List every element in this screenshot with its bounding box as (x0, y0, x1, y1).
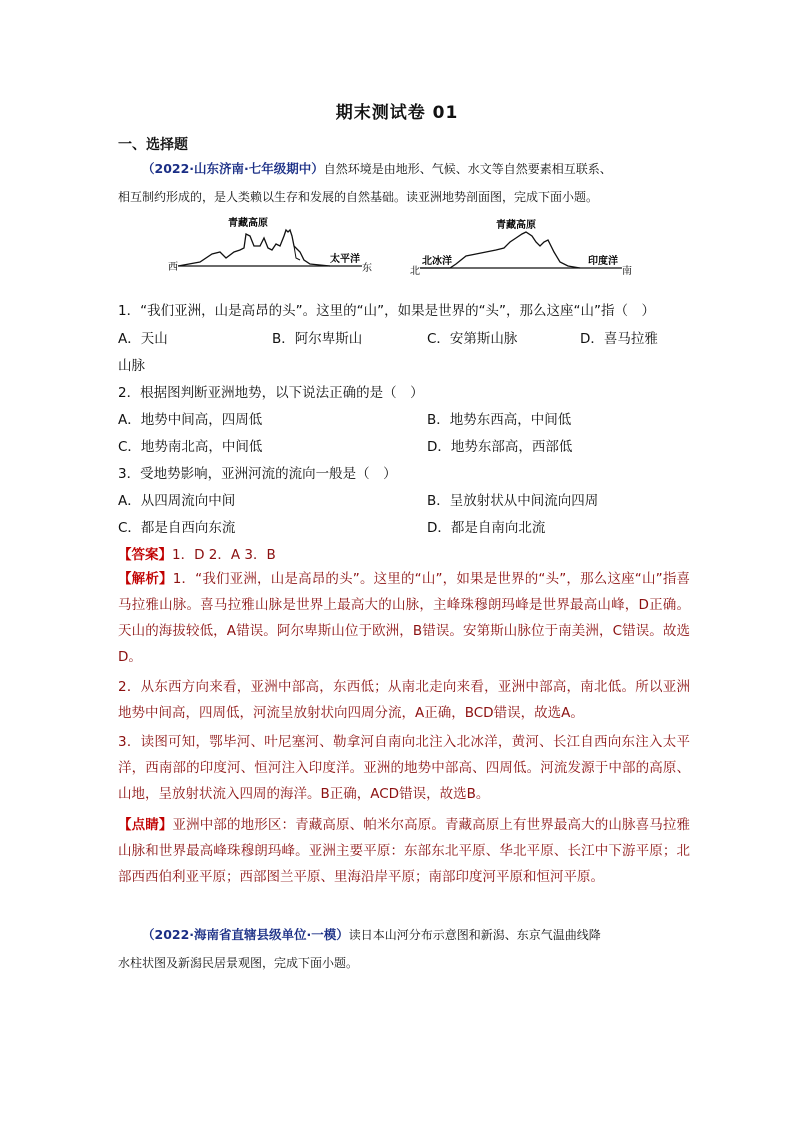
q3-option-d: D．都是自南向北流 (427, 520, 546, 536)
asia-terrain-profile-figure (160, 212, 640, 282)
answer-line (118, 543, 690, 563)
q2-stem: 2．根据图判断亚洲地势，以下说法正确的是（ ） (118, 385, 424, 401)
group1-intro-line1: 自然环境是由地形、气候、水文等自然要素相互联系、 (323, 162, 612, 176)
q2-option-c: C．地势南北高，中间低 (118, 439, 263, 455)
label-arctic: 北冰洋 (422, 256, 452, 267)
q3-option-a: A．从四周流向中间 (118, 493, 236, 509)
page-title: 期末测试卷 01 (335, 103, 459, 123)
north-south-profile (410, 218, 632, 277)
answer-text: 1．D 2．A 3．B (172, 547, 276, 563)
label-pacific: 太平洋 (330, 254, 360, 265)
group1-intro (118, 155, 690, 211)
point-paragraph: 【点睛】亚洲中部的地形区：青藏高原、帕米尔高原。青藏高原上有世界最高大的山脉喜马拉雅山脉和世界最高峰珠穆朗玛峰。亚洲主要平原：东部东北平原、华北平原、长江中下游平原；北部西西伯利亚平原；西部图兰平原、里海沿岸平原；南部印度河平原和恒河平原。 (118, 817, 691, 885)
point-tag: 【点睛】 (118, 817, 173, 833)
q2-option-d: D．地势东部高，西部低 (427, 439, 573, 455)
q1-option-d-cont: 山脉 (118, 358, 145, 374)
q2-option-a: A．地势中间高，四周低 (118, 412, 263, 428)
group2-intro (118, 921, 690, 977)
q3-stem: 3．受地势影响，亚洲河流的流向一般是（ ） (118, 466, 397, 482)
analysis-3: 3．读图可知，鄂毕河、叶尼塞河、勒拿河自南向北注入北冰洋，黄河、长江自西向东注入太平洋，西南部的印度河、恒河注入印度洋。亚洲的地势中部高、四周低。河流发源于中部的高原、山地，呈放射状流入四周的海洋。B正确，ACD错误，故选B。 (118, 734, 690, 802)
label-west: 西 (168, 262, 178, 273)
label-plateau-right: 青藏高原 (496, 220, 536, 231)
q3-option-c: C．都是自西向东流 (118, 520, 236, 536)
q1-option-a: A．天山 (118, 331, 168, 347)
group2-intro-line1: 读日本山河分布示意图和新潟、东京气温曲线降 (348, 928, 601, 942)
analysis-2: 2．从东西方向来看，亚洲中部高，东西低；从南北走向来看，亚洲中部高，南北低。所以亚洲地势中间高，四周低，河流呈放射状向四周分流，A正确，BCD错误，故选A。 (118, 679, 690, 721)
label-south: 南 (622, 266, 632, 277)
label-north: 北 (410, 266, 420, 277)
group1-source: （2022·山东济南·七年级期中） (142, 161, 324, 176)
section-heading: 一、选择题 (118, 137, 188, 153)
q3-option-b: B．呈放射状从中间流向四周 (427, 493, 599, 509)
label-plateau-left: 青藏高原 (228, 218, 268, 229)
analysis-tag: 【解析】 (118, 571, 173, 587)
group2-intro-line2: 水柱状图及新潟民居景观图，完成下面小题。 (118, 956, 359, 970)
label-indian: 印度洋 (588, 256, 618, 267)
q1-option-d: D．喜马拉雅 (580, 331, 658, 347)
east-west-profile (168, 216, 372, 274)
answer-tag: 【答案】 (118, 547, 172, 563)
q1-option-c: C．安第斯山脉 (427, 331, 518, 347)
q1-option-b: B．阿尔卑斯山 (272, 331, 363, 347)
label-east: 东 (362, 263, 372, 274)
analysis-1: 【解析】1．“我们亚洲，山是高昂的头”。这里的“山”，如果是世界的“头”，那么这座“山”指喜马拉雅山脉。喜马拉雅山脉是世界上最高大的山脉，主峰珠穆朗玛峰是世界最高山峰，D正确。天山的海拔较低，A错误。阿尔卑斯山位于欧洲，B错误。安第斯山脉位于南美洲，C错误。故选D。 (118, 571, 691, 665)
q2-option-b: B．地势东西高，中间低 (427, 412, 572, 428)
group2-source: （2022·海南省直辖县级单位·一模） (142, 927, 349, 942)
group1-intro-line2: 相互制约形成的，是人类赖以生存和发展的自然基础。读亚洲地势剖面图，完成下面小题。 (118, 190, 599, 204)
q1-stem: 1．“我们亚洲，山是高昂的头”。这里的“山”，如果是世界的“头”，那么这座“山”指（ ） (118, 303, 656, 319)
